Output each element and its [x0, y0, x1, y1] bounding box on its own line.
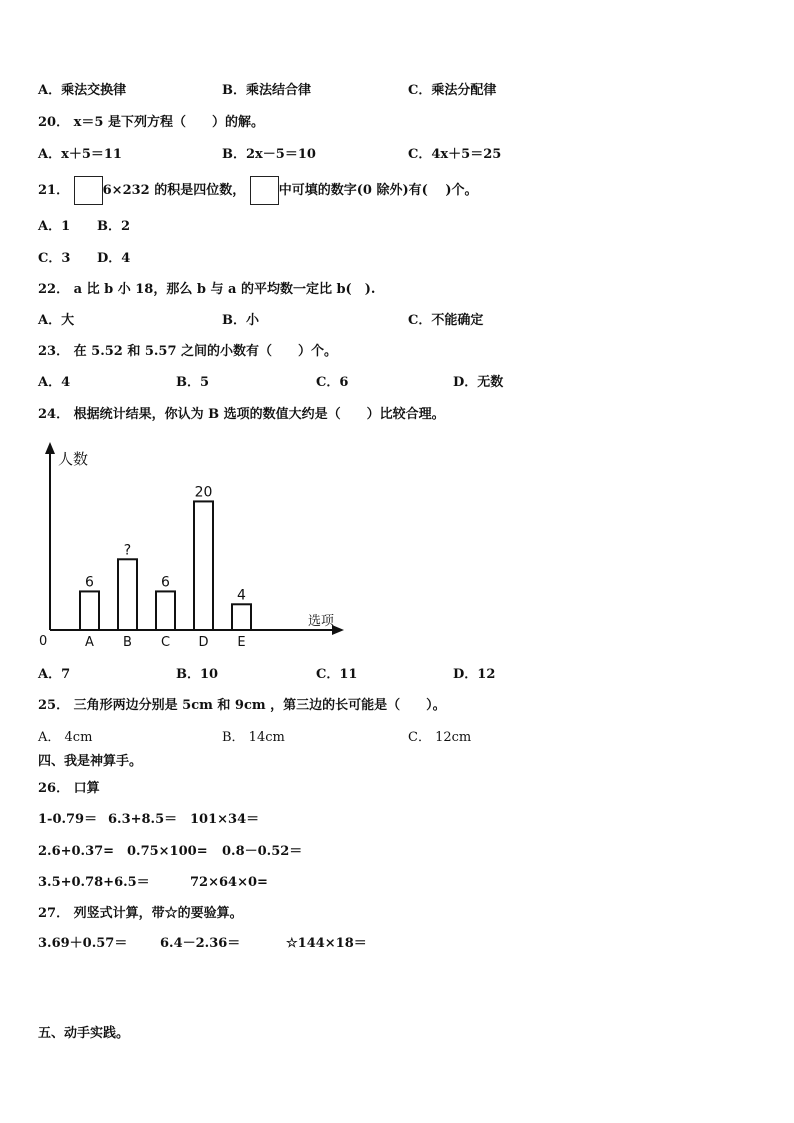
q25-option-c: C． 12cm — [408, 730, 472, 745]
q23-option-a: A．4 — [38, 375, 71, 390]
q25-option-b: B． 14cm — [222, 730, 285, 745]
data-label-D: 20 — [194, 484, 213, 501]
q21-text-2: 中可填的数字(0 除外)有( )个。 — [278, 183, 478, 198]
q21-blank-box-2 — [250, 176, 279, 205]
q21-option-b: B．2 — [97, 219, 131, 234]
q21-blank-box-1 — [74, 176, 103, 205]
x-tick-label-C: C — [160, 635, 171, 650]
bar-C — [156, 591, 175, 630]
q22-option-b: B．小 — [222, 313, 259, 328]
q24-option-c: C．11 — [316, 667, 358, 682]
q21-number: 21． — [38, 183, 70, 198]
y-axis-label: 人数 — [58, 450, 89, 468]
bar-E — [232, 604, 251, 630]
q24-stem: 24． 根据统计结果，你认为 B 选项的数值大约是（ ）比较合理。 — [38, 407, 445, 422]
q21-option-a: A．1 — [38, 219, 71, 234]
x-tick-label-D: D — [198, 635, 209, 650]
q26-item: 6.3+8.5＝ — [108, 812, 178, 827]
q22-stem: 22． a 比 b 小 18，那么 b 与 a 的平均数一定比 b( ). — [38, 282, 376, 297]
x-axis-label: 选项 — [308, 614, 335, 629]
q19-option-b: B．乘法结合律 — [222, 83, 311, 98]
q25-stem: 25． 三角形两边分别是 5cm 和 9cm ，第三边的长可能是（ ）。 — [38, 698, 446, 713]
section-5-title: 五、动手实践。 — [38, 1026, 130, 1041]
q24-option-b: B．10 — [176, 667, 219, 682]
q21-option-c: C．3 — [38, 251, 71, 266]
section-4-title: 四、我是神算手。 — [38, 754, 143, 769]
q21-stem — [38, 175, 477, 206]
q23-option-d: D．无数 — [453, 375, 504, 390]
q26-item: 3.5+0.78+6.5＝ — [38, 875, 150, 890]
q24-option-a: A．7 — [38, 667, 71, 682]
q20-option-a: A．x＋5＝11 — [38, 147, 122, 162]
q20-option-b: B．2x－5＝10 — [222, 147, 316, 162]
q27-item: 3.69＋0.57＝ — [38, 936, 128, 951]
bar-B — [118, 559, 137, 630]
bar-chart — [30, 440, 360, 660]
q19-option-a: A．乘法交换律 — [38, 83, 127, 98]
q25-option-a: A． 4cm — [38, 730, 93, 745]
q26-item: 0.75×100= — [127, 844, 208, 859]
x-tick-label-B: B — [123, 635, 132, 650]
origin-label: 0 — [39, 634, 48, 649]
data-label-E: 4 — [237, 587, 246, 604]
q23-stem: 23． 在 5.52 和 5.57 之间的小数有（ ）个。 — [38, 344, 338, 359]
q20-stem: 20． x＝5 是下列方程（ ）的解。 — [38, 115, 264, 130]
q26-item: 72×64×0= — [190, 875, 268, 890]
bar-A — [80, 591, 99, 630]
q27-title: 27． 列竖式计算，带☆的要验算。 — [38, 906, 243, 921]
q26-title: 26． 口算 — [38, 781, 100, 796]
q22-option-c: C．不能确定 — [408, 313, 484, 328]
q20-option-c: C．4x＋5＝25 — [408, 147, 502, 162]
q24-option-d: D．12 — [453, 667, 496, 682]
x-tick-label-A: A — [85, 635, 94, 650]
data-label-A: 6 — [85, 574, 94, 591]
q19-option-c: C．乘法分配律 — [408, 83, 497, 98]
q21-text-1: 6×232 的积是四位数， — [102, 183, 246, 198]
q26-item: 101×34＝ — [190, 812, 260, 827]
q23-option-c: C．6 — [316, 375, 349, 390]
q23-option-b: B．5 — [176, 375, 210, 390]
q27-item: ☆144×18＝ — [286, 936, 367, 951]
y-axis-arrow — [45, 442, 55, 454]
data-label-C: 6 — [161, 574, 170, 591]
q26-item: 2.6+0.37= — [38, 844, 115, 859]
q26-item: 1-0.79＝ — [38, 812, 98, 827]
bar-D — [194, 501, 213, 630]
q27-item: 6.4－2.36＝ — [160, 936, 241, 951]
data-label-B: ? — [123, 542, 132, 559]
q21-option-d: D．4 — [97, 251, 131, 266]
q22-option-a: A．大 — [38, 313, 75, 328]
x-tick-label-E: E — [237, 635, 246, 650]
q26-item: 0.8－0.52＝ — [222, 844, 303, 859]
